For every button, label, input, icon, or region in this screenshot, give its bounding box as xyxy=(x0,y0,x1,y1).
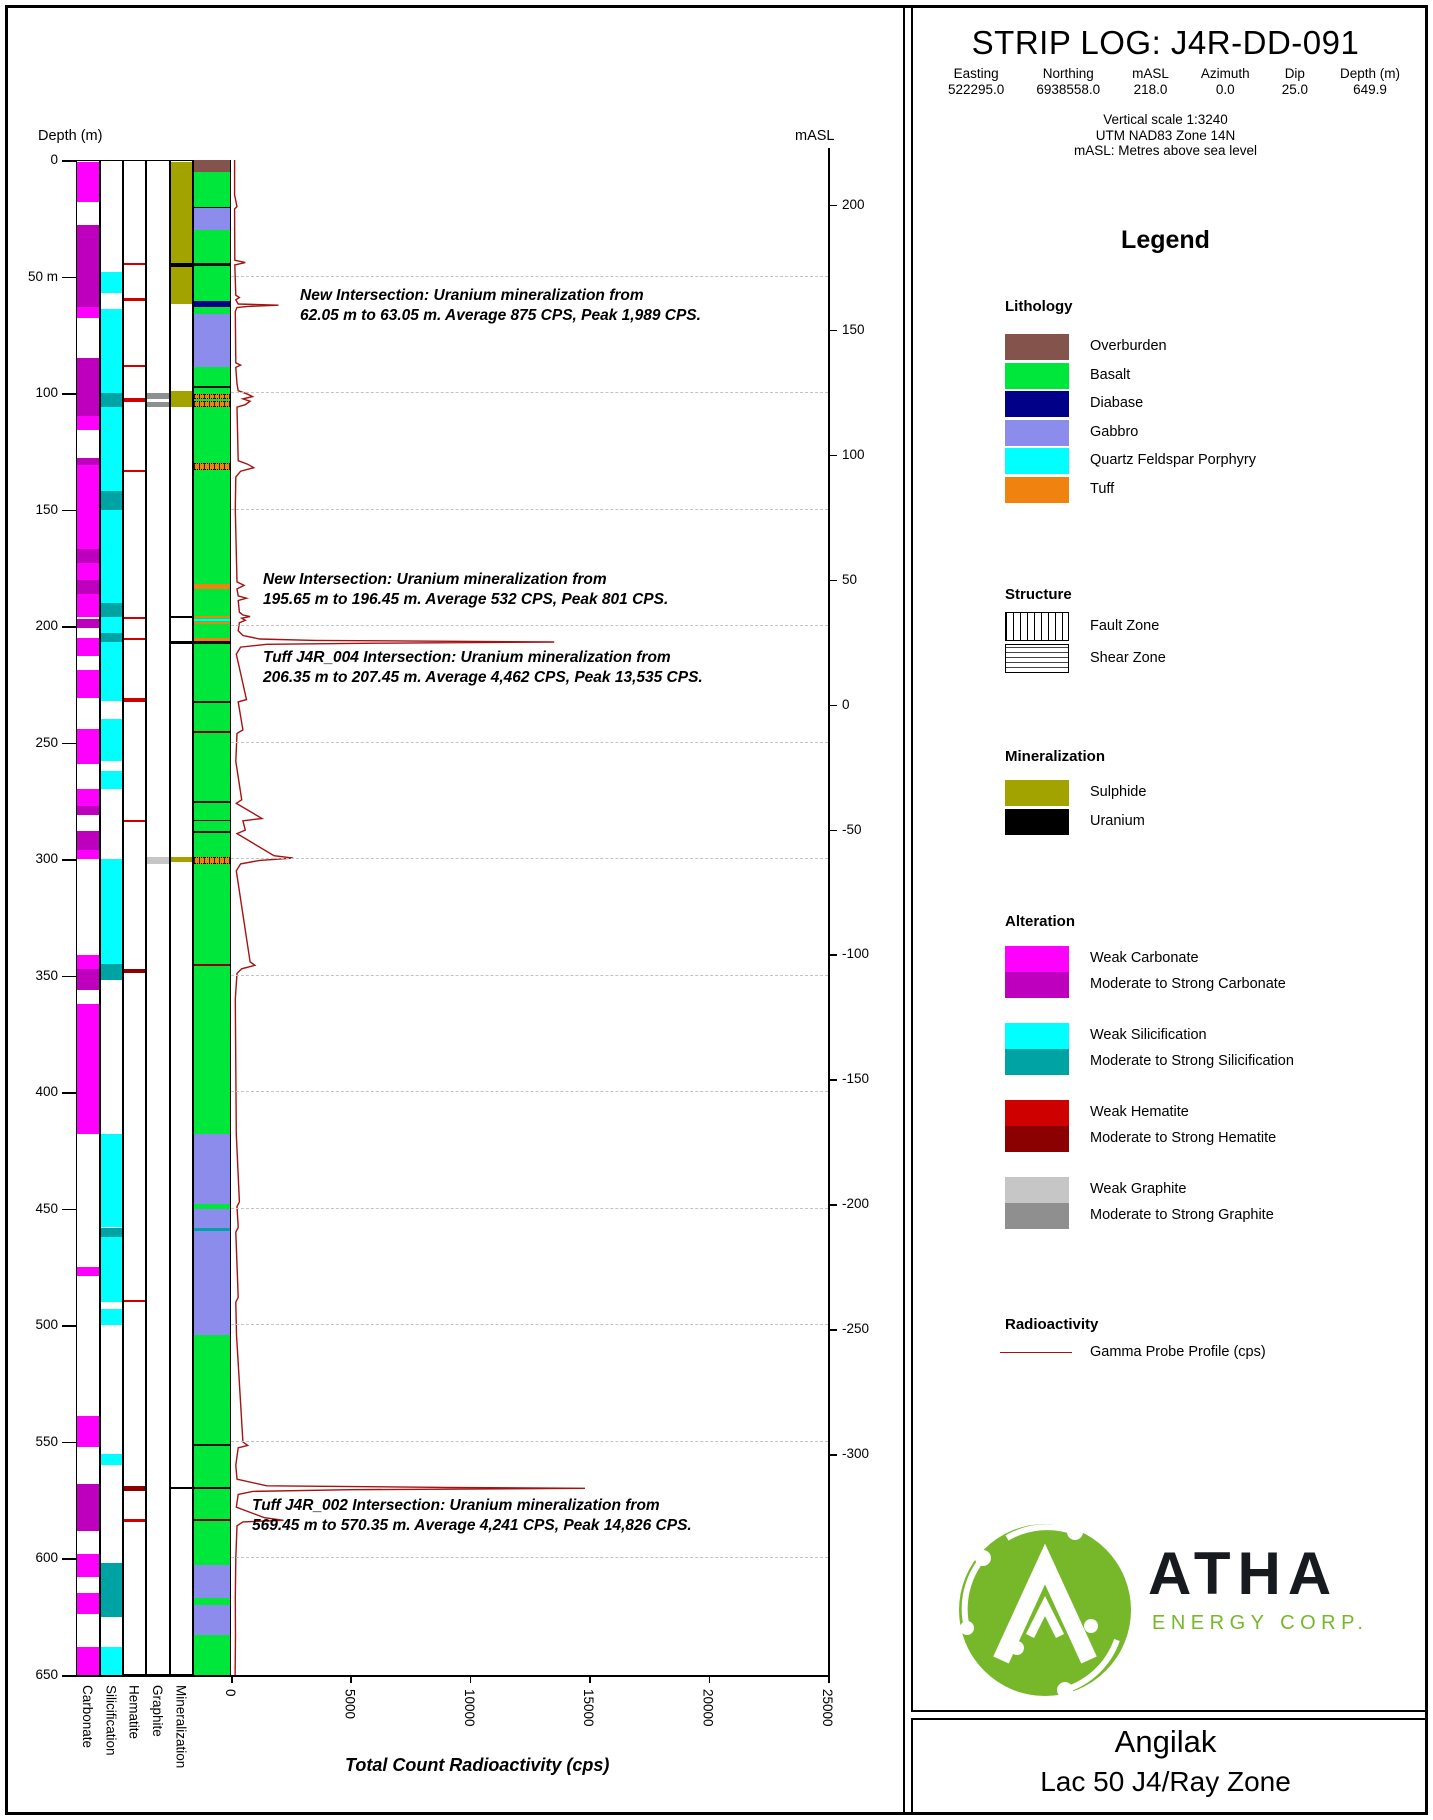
silicification-interval xyxy=(101,1309,122,1325)
carbonate-interval xyxy=(77,162,99,202)
masl-tick-label: 0 xyxy=(842,696,850,712)
carbonate-interval xyxy=(77,416,99,430)
hematite-interval xyxy=(124,1300,145,1302)
legend-item-label: Basalt xyxy=(1090,366,1131,383)
depth-tick xyxy=(62,743,76,745)
column-label-carbonate: Carbonate xyxy=(80,1685,95,1749)
lithology-interval xyxy=(194,307,230,314)
lithology-interval xyxy=(194,1489,230,1519)
hematite-interval xyxy=(124,1486,145,1491)
masl-tick xyxy=(828,954,837,956)
x-tick xyxy=(828,1675,830,1683)
lithology-interval xyxy=(194,1521,230,1565)
lithology-interval xyxy=(194,1598,230,1605)
legend-item-label: Moderate to Strong Hematite xyxy=(1090,1130,1277,1146)
x-tick-label: 5000 xyxy=(342,1689,358,1720)
lithology-interval xyxy=(194,1335,230,1445)
logo-wordmark: ATHA xyxy=(1148,1540,1339,1607)
depth-tick-label: 200 xyxy=(35,618,58,634)
alteration-section-title: Alteration xyxy=(1005,913,1076,930)
graphite-interval xyxy=(147,402,169,407)
legend-swatch xyxy=(1005,644,1069,673)
depth-axis-title: Depth (m) xyxy=(38,128,103,144)
lithology-section-title: Lithology xyxy=(1005,298,1073,315)
depth-tick-label: 500 xyxy=(35,1317,58,1333)
lithology-interval xyxy=(194,160,230,172)
lithology-interval xyxy=(194,864,230,1134)
depth-tick-label: 0 xyxy=(50,152,58,167)
masl-tick xyxy=(828,330,837,332)
legend-title: Legend xyxy=(1121,226,1210,254)
legend-item-label: Uranium xyxy=(1090,812,1145,829)
collar-field: mASL 218.0 xyxy=(1132,66,1169,97)
legend-item-label: Shear Zone xyxy=(1090,649,1166,666)
silicification-interval xyxy=(101,1563,122,1617)
depth-gridline xyxy=(231,392,828,393)
depth-gridline xyxy=(231,1557,828,1558)
legend-swatch xyxy=(1005,780,1069,806)
masl-tick-label: -250 xyxy=(842,1321,870,1337)
depth-gridline xyxy=(231,975,828,976)
masl-tick-label: -50 xyxy=(842,821,862,837)
mineralization-interval xyxy=(171,391,192,407)
legend-swatch xyxy=(1005,477,1069,503)
carbonate-interval xyxy=(77,594,99,617)
carbonate-interval xyxy=(77,955,99,969)
carbonate-interval xyxy=(77,458,99,465)
column-label-silicification: Silicification xyxy=(103,1685,119,1756)
masl-tick-label: 200 xyxy=(842,196,865,212)
lithology-interval xyxy=(194,1565,230,1598)
hematite-interval xyxy=(124,470,145,472)
lithology-interval xyxy=(194,208,230,230)
carbonate-interval xyxy=(77,670,99,698)
carbonate-interval xyxy=(77,465,99,549)
lithology-interval xyxy=(194,1635,230,1675)
silicification-interval xyxy=(101,1647,122,1675)
silicification-interval xyxy=(101,719,122,761)
lithology-interval xyxy=(194,589,230,616)
lithology-interval xyxy=(194,821,230,831)
lithology-interval xyxy=(194,407,230,463)
carbonate-interval xyxy=(77,1267,99,1276)
silicification-interval xyxy=(101,964,122,980)
hematite-interval xyxy=(124,820,145,822)
legend-item-label: Weak Silicification xyxy=(1090,1027,1207,1043)
column-label-mineralization: Mineralization xyxy=(173,1685,189,1769)
carbonate-interval xyxy=(77,969,99,990)
depth-gridline xyxy=(231,509,828,510)
x-tick-label: 10000 xyxy=(461,1689,477,1727)
legend-swatch xyxy=(1005,946,1069,972)
intersection-annotation: Tuff J4R_004 Intersection: Uranium mineralization from 206.35 m to 207.45 m. Average 4,462 CPS, Peak 13,535 CPS. xyxy=(263,649,703,686)
masl-axis-title: mASL xyxy=(795,128,835,144)
x-tick xyxy=(589,1675,591,1683)
silicification-interval xyxy=(101,510,122,603)
depth-tick-label: 650 xyxy=(35,1667,58,1683)
masl-tick-label: -150 xyxy=(842,1071,870,1087)
masl-tick-label: -200 xyxy=(842,1196,870,1212)
mineralization-interval xyxy=(171,641,192,644)
lithology-interval xyxy=(194,314,230,368)
masl-tick xyxy=(828,1454,837,1456)
silicification-interval xyxy=(101,309,122,393)
legend-item-label: Weak Carbonate xyxy=(1090,950,1199,966)
carbonate-interval xyxy=(77,638,99,657)
lithology-interval xyxy=(194,1605,230,1635)
hematite-interval xyxy=(124,398,145,403)
lithology-interval xyxy=(194,266,230,301)
column-graphite xyxy=(146,160,170,1675)
carbonate-interval xyxy=(77,563,99,579)
depth-tick-label: 150 xyxy=(35,501,58,517)
depth-tick xyxy=(62,976,76,978)
silicification-interval xyxy=(101,771,122,790)
graphite-interval xyxy=(147,857,169,864)
hematite-interval xyxy=(124,263,145,265)
masl-tick-label: -300 xyxy=(842,1446,870,1462)
legend-item-label: Fault Zone xyxy=(1090,617,1160,634)
lithology-interval xyxy=(194,703,230,731)
lithology-interval xyxy=(194,833,230,857)
legend-swatch xyxy=(1005,1177,1069,1203)
silicification-interval xyxy=(101,272,122,293)
silicification-interval xyxy=(101,393,122,407)
silicification-interval xyxy=(101,491,122,510)
column-mineralization xyxy=(170,160,193,1675)
x-tick xyxy=(231,1675,233,1683)
zone-name: Lac 50 J4/Ray Zone xyxy=(1040,1766,1291,1797)
silicification-interval xyxy=(101,603,122,617)
project-name: Angilak xyxy=(1114,1724,1217,1759)
x-tick xyxy=(350,1675,352,1683)
mineralization-section-title: Mineralization xyxy=(1005,748,1106,765)
depth-tick-label: 250 xyxy=(35,734,58,750)
depth-tick xyxy=(62,859,76,861)
hematite-interval xyxy=(124,298,145,301)
column-label-graphite: Graphite xyxy=(150,1685,165,1737)
x-tick xyxy=(470,1675,472,1683)
mineralization-interval xyxy=(171,162,192,262)
carbonate-interval xyxy=(77,619,99,628)
masl-tick xyxy=(828,830,837,832)
depth-gridline xyxy=(231,1091,828,1092)
x-tick-label: 0 xyxy=(223,1689,238,1697)
lithology-interval xyxy=(194,230,230,264)
depth-tick-label: 550 xyxy=(35,1433,58,1449)
masl-tick xyxy=(828,705,837,707)
intersection-annotation: New Intersection: Uranium mineralization from 195.65 m to 196.45 m. Average 532 CPS, Peak 801 CPS. xyxy=(263,571,669,608)
carbonate-interval xyxy=(77,850,99,859)
silicification-interval xyxy=(101,1237,122,1302)
masl-tick xyxy=(828,205,837,207)
mineralization-interval xyxy=(171,616,192,618)
silicification-interval xyxy=(101,1454,122,1466)
hematite-interval xyxy=(124,617,145,619)
carbonate-interval xyxy=(77,729,99,764)
silicification-interval xyxy=(101,617,122,633)
carbonate-interval xyxy=(77,225,99,307)
carbonate-interval xyxy=(77,1004,99,1135)
carbonate-interval xyxy=(77,1647,99,1675)
masl-tick-label: 100 xyxy=(842,446,865,462)
lithology-interval xyxy=(194,463,230,470)
legend-swatch xyxy=(1005,1100,1069,1126)
depth-tick xyxy=(62,626,76,628)
logo-subtitle: ENERGY CORP. xyxy=(1152,1612,1369,1634)
legend-swatch xyxy=(1005,1049,1069,1075)
lithology-interval xyxy=(194,644,230,701)
hematite-interval xyxy=(124,1519,145,1522)
lithology-interval xyxy=(194,803,230,820)
intersection-annotation: New Intersection: Uranium mineralization from 62.05 m to 63.05 m. Average 875 CPS, Peak 1,989 CPS. xyxy=(300,287,701,324)
panel-divider xyxy=(903,8,913,1812)
masl-axis-line xyxy=(828,148,830,1675)
mineralization-interval xyxy=(171,267,192,304)
legend-item-label: Weak Hematite xyxy=(1090,1104,1189,1120)
masl-tick xyxy=(828,580,837,582)
carbonate-interval xyxy=(77,789,99,805)
depth-gridline xyxy=(231,1441,828,1442)
legend-swatch xyxy=(1005,1023,1069,1049)
masl-tick-label: -100 xyxy=(842,946,870,962)
lithology-interval xyxy=(194,172,230,207)
depth-gridline xyxy=(231,276,828,277)
carbonate-interval xyxy=(77,1554,99,1577)
x-tick-label: 25000 xyxy=(820,1689,835,1727)
hematite-interval xyxy=(124,365,145,367)
depth-tick xyxy=(62,1558,76,1560)
xaxis-title: Total Count Radioactivity (cps) xyxy=(345,1755,610,1775)
legend-item-label: Overburden xyxy=(1090,338,1167,354)
gamma-legend-label: Gamma Probe Profile (cps) xyxy=(1090,1344,1266,1360)
hematite-interval xyxy=(124,638,145,640)
depth-tick-label: 100 xyxy=(35,385,58,401)
column-label-hematite: Hematite xyxy=(126,1685,142,1740)
masl-tick-label: 150 xyxy=(842,321,865,337)
gamma-line-swatch xyxy=(1000,1352,1072,1353)
masl-tick xyxy=(828,1204,837,1206)
lithology-interval xyxy=(194,624,230,638)
silicification-interval xyxy=(101,642,122,700)
legend-swatch xyxy=(1005,448,1069,474)
depth-tick xyxy=(62,1675,76,1677)
silicification-interval xyxy=(101,407,122,491)
depth-tick xyxy=(62,1209,76,1211)
carbonate-interval xyxy=(77,580,99,594)
depth-tick-label: 350 xyxy=(35,967,58,983)
legend-swatch xyxy=(1005,1203,1069,1229)
depth-gridline xyxy=(231,858,828,859)
masl-tick xyxy=(828,1329,837,1331)
lithology-interval xyxy=(194,470,230,584)
legend-item-label: Moderate to Strong Graphite xyxy=(1090,1207,1274,1223)
collar-field: Dip 25.0 xyxy=(1281,66,1308,97)
depth-gridline xyxy=(231,742,828,743)
legend-swatch xyxy=(1005,612,1069,641)
carbonate-interval xyxy=(77,358,99,416)
carbonate-interval xyxy=(77,831,99,850)
page-title: STRIP LOG: J4R-DD-091 xyxy=(971,24,1360,61)
legend-item-label: Moderate to Strong Carbonate xyxy=(1090,976,1286,992)
radioactivity-section-title: Radioactivity xyxy=(1005,1316,1099,1333)
lithology-interval xyxy=(194,367,230,386)
carbonate-interval xyxy=(77,1593,99,1614)
depth-gridline xyxy=(231,1208,828,1209)
carbonate-interval xyxy=(77,806,99,815)
x-tick xyxy=(709,1675,711,1683)
legend-swatch xyxy=(1005,1126,1069,1152)
depth-tick xyxy=(62,510,76,512)
legend-item-label: Sulphide xyxy=(1090,784,1147,800)
depth-tick xyxy=(62,1325,76,1327)
masl-tick-label: 50 xyxy=(842,571,858,587)
legend-item-label: Quartz Feldspar Porphyry xyxy=(1090,452,1257,468)
legend-swatch xyxy=(1005,809,1069,835)
collar-field: Azimuth 0.0 xyxy=(1200,66,1250,97)
carbonate-interval xyxy=(77,1416,99,1446)
masl-tick xyxy=(828,1079,837,1081)
x-axis-line xyxy=(76,1675,828,1677)
collar-field: Easting 522295.0 xyxy=(948,66,1005,97)
depth-tick-label: 450 xyxy=(35,1200,58,1216)
silicification-interval xyxy=(101,859,122,964)
legend-swatch xyxy=(1005,391,1069,417)
lithology-interval xyxy=(194,857,230,864)
depth-tick-label: 300 xyxy=(35,851,58,867)
legend-item-label: Gabbro xyxy=(1090,423,1139,440)
survey-notes: Vertical scale 1:3240 UTM NAD83 Zone 14N mASL: Metres above sea level xyxy=(1073,112,1258,158)
lithology-interval xyxy=(194,964,230,966)
x-tick-label: 20000 xyxy=(700,1689,716,1727)
legend-item-label: Weak Graphite xyxy=(1090,1181,1187,1197)
depth-tick xyxy=(62,160,76,162)
legend-swatch xyxy=(1005,334,1069,360)
x-tick-label: 15000 xyxy=(581,1689,597,1727)
depth-gridline xyxy=(231,625,828,626)
legend-swatch xyxy=(1005,972,1069,998)
mineralization-interval xyxy=(171,857,192,862)
hematite-interval xyxy=(124,969,145,974)
hematite-interval xyxy=(124,698,145,701)
silicification-interval xyxy=(101,1228,122,1237)
collar-field: Northing 6938558.0 xyxy=(1036,66,1101,97)
depth-tick-label: 50 m xyxy=(27,268,58,284)
lithology-interval xyxy=(194,1209,230,1228)
lithology-interval xyxy=(194,1231,230,1335)
carbonate-interval xyxy=(77,307,99,319)
depth-tick xyxy=(62,1442,76,1444)
legend-item-label: Moderate to Strong Silicification xyxy=(1090,1053,1294,1069)
collar-field: Depth (m) 649.9 xyxy=(1339,66,1400,97)
depth-tick xyxy=(62,1092,76,1094)
depth-gridline xyxy=(231,1324,828,1325)
column-hematite xyxy=(123,160,146,1675)
masl-tick xyxy=(828,455,837,457)
structure-section-title: Structure xyxy=(1005,586,1072,603)
lithology-interval xyxy=(194,1134,230,1204)
depth-tick xyxy=(62,393,76,395)
graphite-interval xyxy=(147,393,169,399)
lithology-interval xyxy=(194,733,230,801)
silicification-interval xyxy=(101,633,122,642)
legend-item-label: Diabase xyxy=(1090,395,1144,411)
carbonate-interval xyxy=(77,549,99,563)
intersection-annotation: Tuff J4R_002 Intersection: Uranium mineralization from 569.45 m to 570.35 m. Average 4,241 CPS, Peak 14,826 CPS. xyxy=(252,1497,692,1534)
legend-item-label: Tuff xyxy=(1090,480,1115,497)
mineralization-interval xyxy=(171,1487,192,1489)
lithology-interval xyxy=(194,1446,230,1487)
atha-logo-icon xyxy=(955,1520,1135,1700)
silicification-interval xyxy=(101,1134,122,1227)
depth-tick-label: 400 xyxy=(35,1084,58,1100)
legend-swatch xyxy=(1005,363,1069,389)
legend-swatch xyxy=(1005,420,1069,446)
depth-tick xyxy=(62,277,76,279)
collar-fields xyxy=(948,66,1400,98)
footer-divider xyxy=(911,1710,1425,1720)
carbonate-interval xyxy=(77,1484,99,1531)
depth-tick-label: 600 xyxy=(35,1550,58,1566)
